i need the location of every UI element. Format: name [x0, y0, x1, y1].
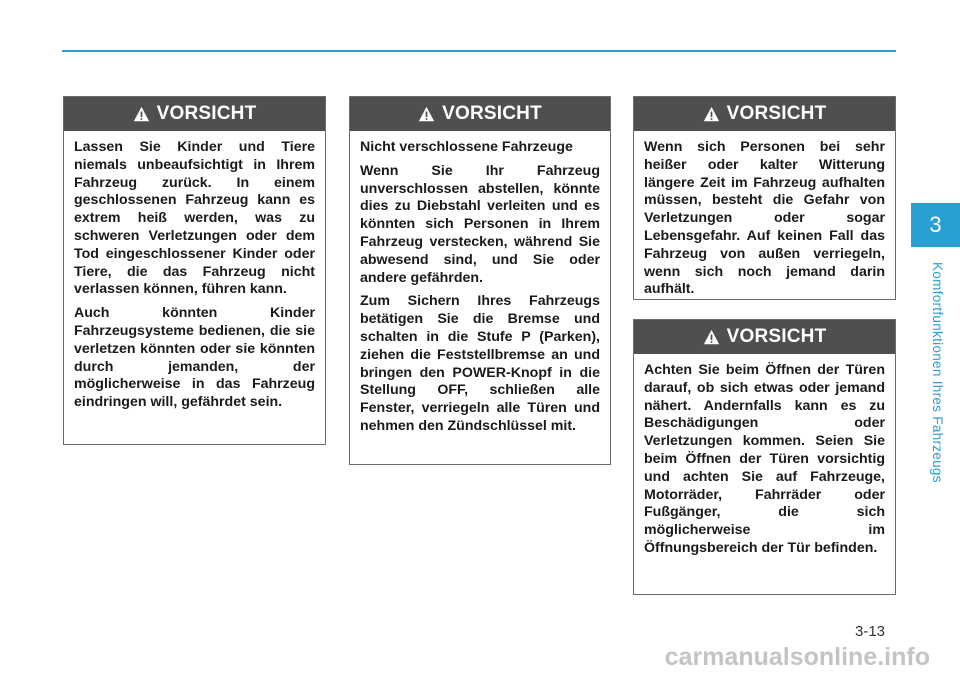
caution-paragraph: Lassen Sie Kinder und Tiere niemals unbeaufsichtigt in Ihrem Fahrzeug zurück. In einem geschlossenen Fahrzeug kann es extrem heiß werden, was zu schweren Verletzungen oder dem Tod eingeschlossener Kinder oder Tiere, die das Fahrzeug nicht verlassen können, führen kann. [74, 139, 315, 298]
caution-heading: VORSICHT [726, 103, 827, 124]
caution-box-unlocked-vehicles [349, 96, 611, 465]
caution-header [634, 320, 895, 354]
caution-header [64, 97, 325, 131]
caution-header [350, 97, 610, 131]
caution-paragraph: Auch könnten Kinder Fahrzeugsysteme bedienen, die sie verletzen könnten oder sie könnten durch jemanden, der möglicherweise in das Fahrzeug eindringen will, gefährdet sein. [74, 305, 315, 411]
caution-paragraph: Achten Sie beim Öffnen der Türen darauf, ob sich etwas oder jemand nähert. Andernfalls kann es zu Beschädigungen oder Verletzungen kommen. Seien Sie beim Öffnen der Türen vorsichtig und achten Sie auf Fahrzeuge, Motorräder, Fahrräder oder Fußgänger, die sich möglicherweise im Öffnungsbereich der Tür befinden. [644, 362, 885, 556]
warning-triangle-icon [703, 106, 720, 123]
warning-triangle-icon [133, 106, 150, 123]
caution-heading: VORSICHT [156, 103, 257, 124]
caution-paragraph: Zum Sichern Ihres Fahrzeugs betätigen Sie die Bremse und schalten in die Stufe P (Parken), ziehen die Feststellbremse an und bringen den POWER-Knopf in die Stellung OFF, schließen alle Fenster, verriegeln alle Türen und nehmen den Zündschlüssel mit. [360, 293, 600, 434]
caution-box-children-pets [63, 96, 326, 445]
caution-paragraph: Wenn Sie Ihr Fahrzeug unverschlossen abstellen, könnte dies zu Diebstahl verleiten und es könnten sich Personen in Ihrem Fahrzeug verstecken, während Sie abwesend sind, und Sie oder andere gefährden. [360, 162, 600, 286]
chapter-title: Komfortfunktionen Ihres Fahrzeugs [930, 262, 945, 483]
watermark: carmanualsonline.info [664, 643, 930, 671]
caution-heading: VORSICHT [726, 326, 827, 347]
caution-paragraph: Wenn sich Personen bei sehr heißer oder kalter Witterung längere Zeit im Fahrzeug aufhalten müssen, besteht die Gefahr von Verletzungen oder sogar Lebensgefahr. Auf keinen Fall das Fahrzeug von außen verriegeln, wenn sich noch jemand darin aufhält. [644, 139, 885, 298]
caution-box-weather [633, 96, 896, 300]
top-rule [62, 50, 896, 52]
warning-triangle-icon [703, 329, 720, 346]
warning-triangle-icon [418, 106, 435, 123]
caution-subheading: Nicht verschlossene Fahrzeuge [360, 139, 573, 155]
caution-header [634, 97, 895, 131]
caution-box-opening-doors [633, 319, 896, 595]
page-number: 3-13 [855, 623, 886, 640]
chapter-tab: 3 [911, 203, 960, 247]
caution-heading: VORSICHT [442, 103, 542, 124]
